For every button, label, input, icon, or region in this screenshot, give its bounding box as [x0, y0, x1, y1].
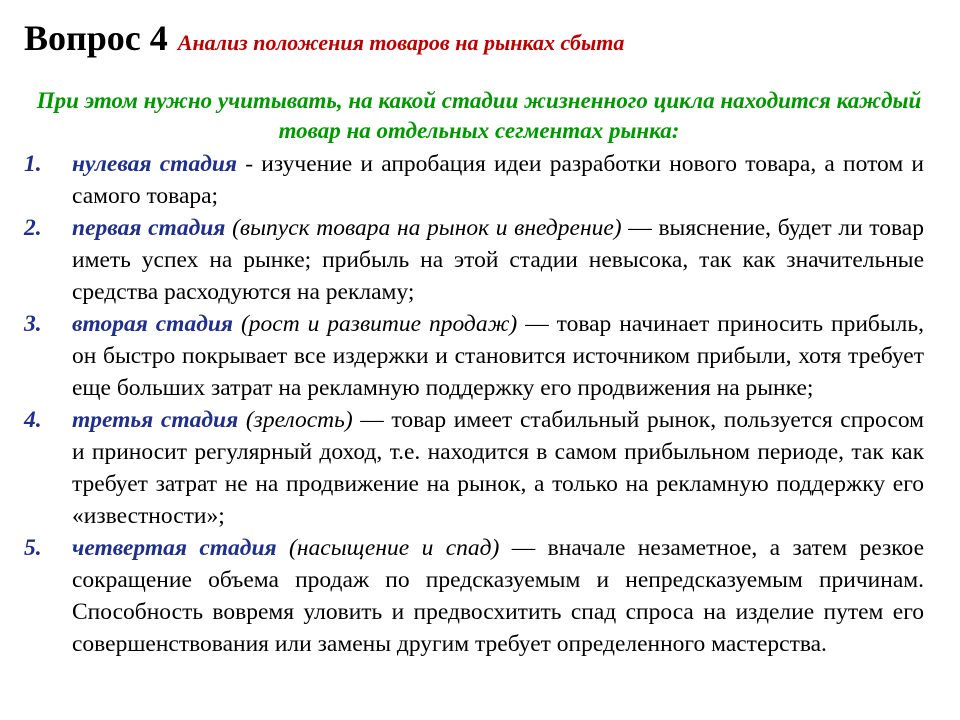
stage-name: вторая стадия	[72, 311, 234, 337]
stage-list	[0, 148, 960, 660]
intro-text: При этом нужно учитывать, на какой стадии жизненного цикла находится каждый товар на отдельных сегментах рынка:	[36, 88, 922, 143]
stage-text: — товар начинает приносить прибыль, он быстро покрывает все издержки и становится источником прибыли, хотя требует еще больших затрат на рекламную поддержку его продвижения на рынке;	[72, 311, 925, 401]
stage-name: третья стадия	[72, 407, 239, 433]
list-item-stage-0	[0, 148, 924, 212]
item-number: 3.	[24, 311, 42, 337]
stage-description: (выпуск товара на рынок и внедрение)	[225, 215, 622, 241]
list-item-stage-3	[0, 404, 924, 532]
stage-description: (насыщение и спад)	[276, 535, 500, 561]
list-item-stage-4	[0, 532, 924, 660]
stage-name: нулевая стадия	[72, 151, 238, 177]
stage-name: четвертая стадия	[72, 535, 277, 561]
title-subtitle: Анализ положения товаров на рынках сбыта	[177, 30, 625, 55]
list-item-stage-2	[0, 308, 924, 404]
item-number: 4.	[24, 407, 42, 433]
title-main: Вопрос 4	[24, 18, 168, 58]
stage-text: - изучение и апробация идеи разработки нового товара, а потом и самого товара;	[72, 151, 924, 209]
stage-text: — выяснение, будет ли товар иметь успех на рынке; прибыль на этой стадии невысока, так как значительные средства расходуются на рекламу;	[72, 215, 924, 305]
slide-title	[24, 20, 624, 56]
list-item-stage-1	[0, 212, 924, 308]
item-number: 5.	[24, 535, 42, 561]
stage-name: первая стадия	[72, 215, 226, 241]
stage-text: — вначале незаметное, а затем резкое сокращение объема продаж по предсказуемым и непредсказуемым причинам. Способность вовремя уловить и предвосхитить спад спроса на изделие путем его совершенствования или замены другим требует определенного мастерства.	[72, 535, 925, 657]
stage-description: (зрелость)	[238, 407, 353, 433]
item-number: 1.	[24, 151, 42, 177]
stage-text: — товар имеет стабильный рынок, пользуется спросом и приносит регулярный доход, т.е. находится в самом прибыльном периоде, так как требует затрат не на продвижение на рынок, а только на рекламную поддержку его «известности»;	[72, 407, 924, 529]
item-number: 2.	[24, 215, 42, 241]
stage-description: (рост и развитие продаж)	[233, 311, 518, 337]
